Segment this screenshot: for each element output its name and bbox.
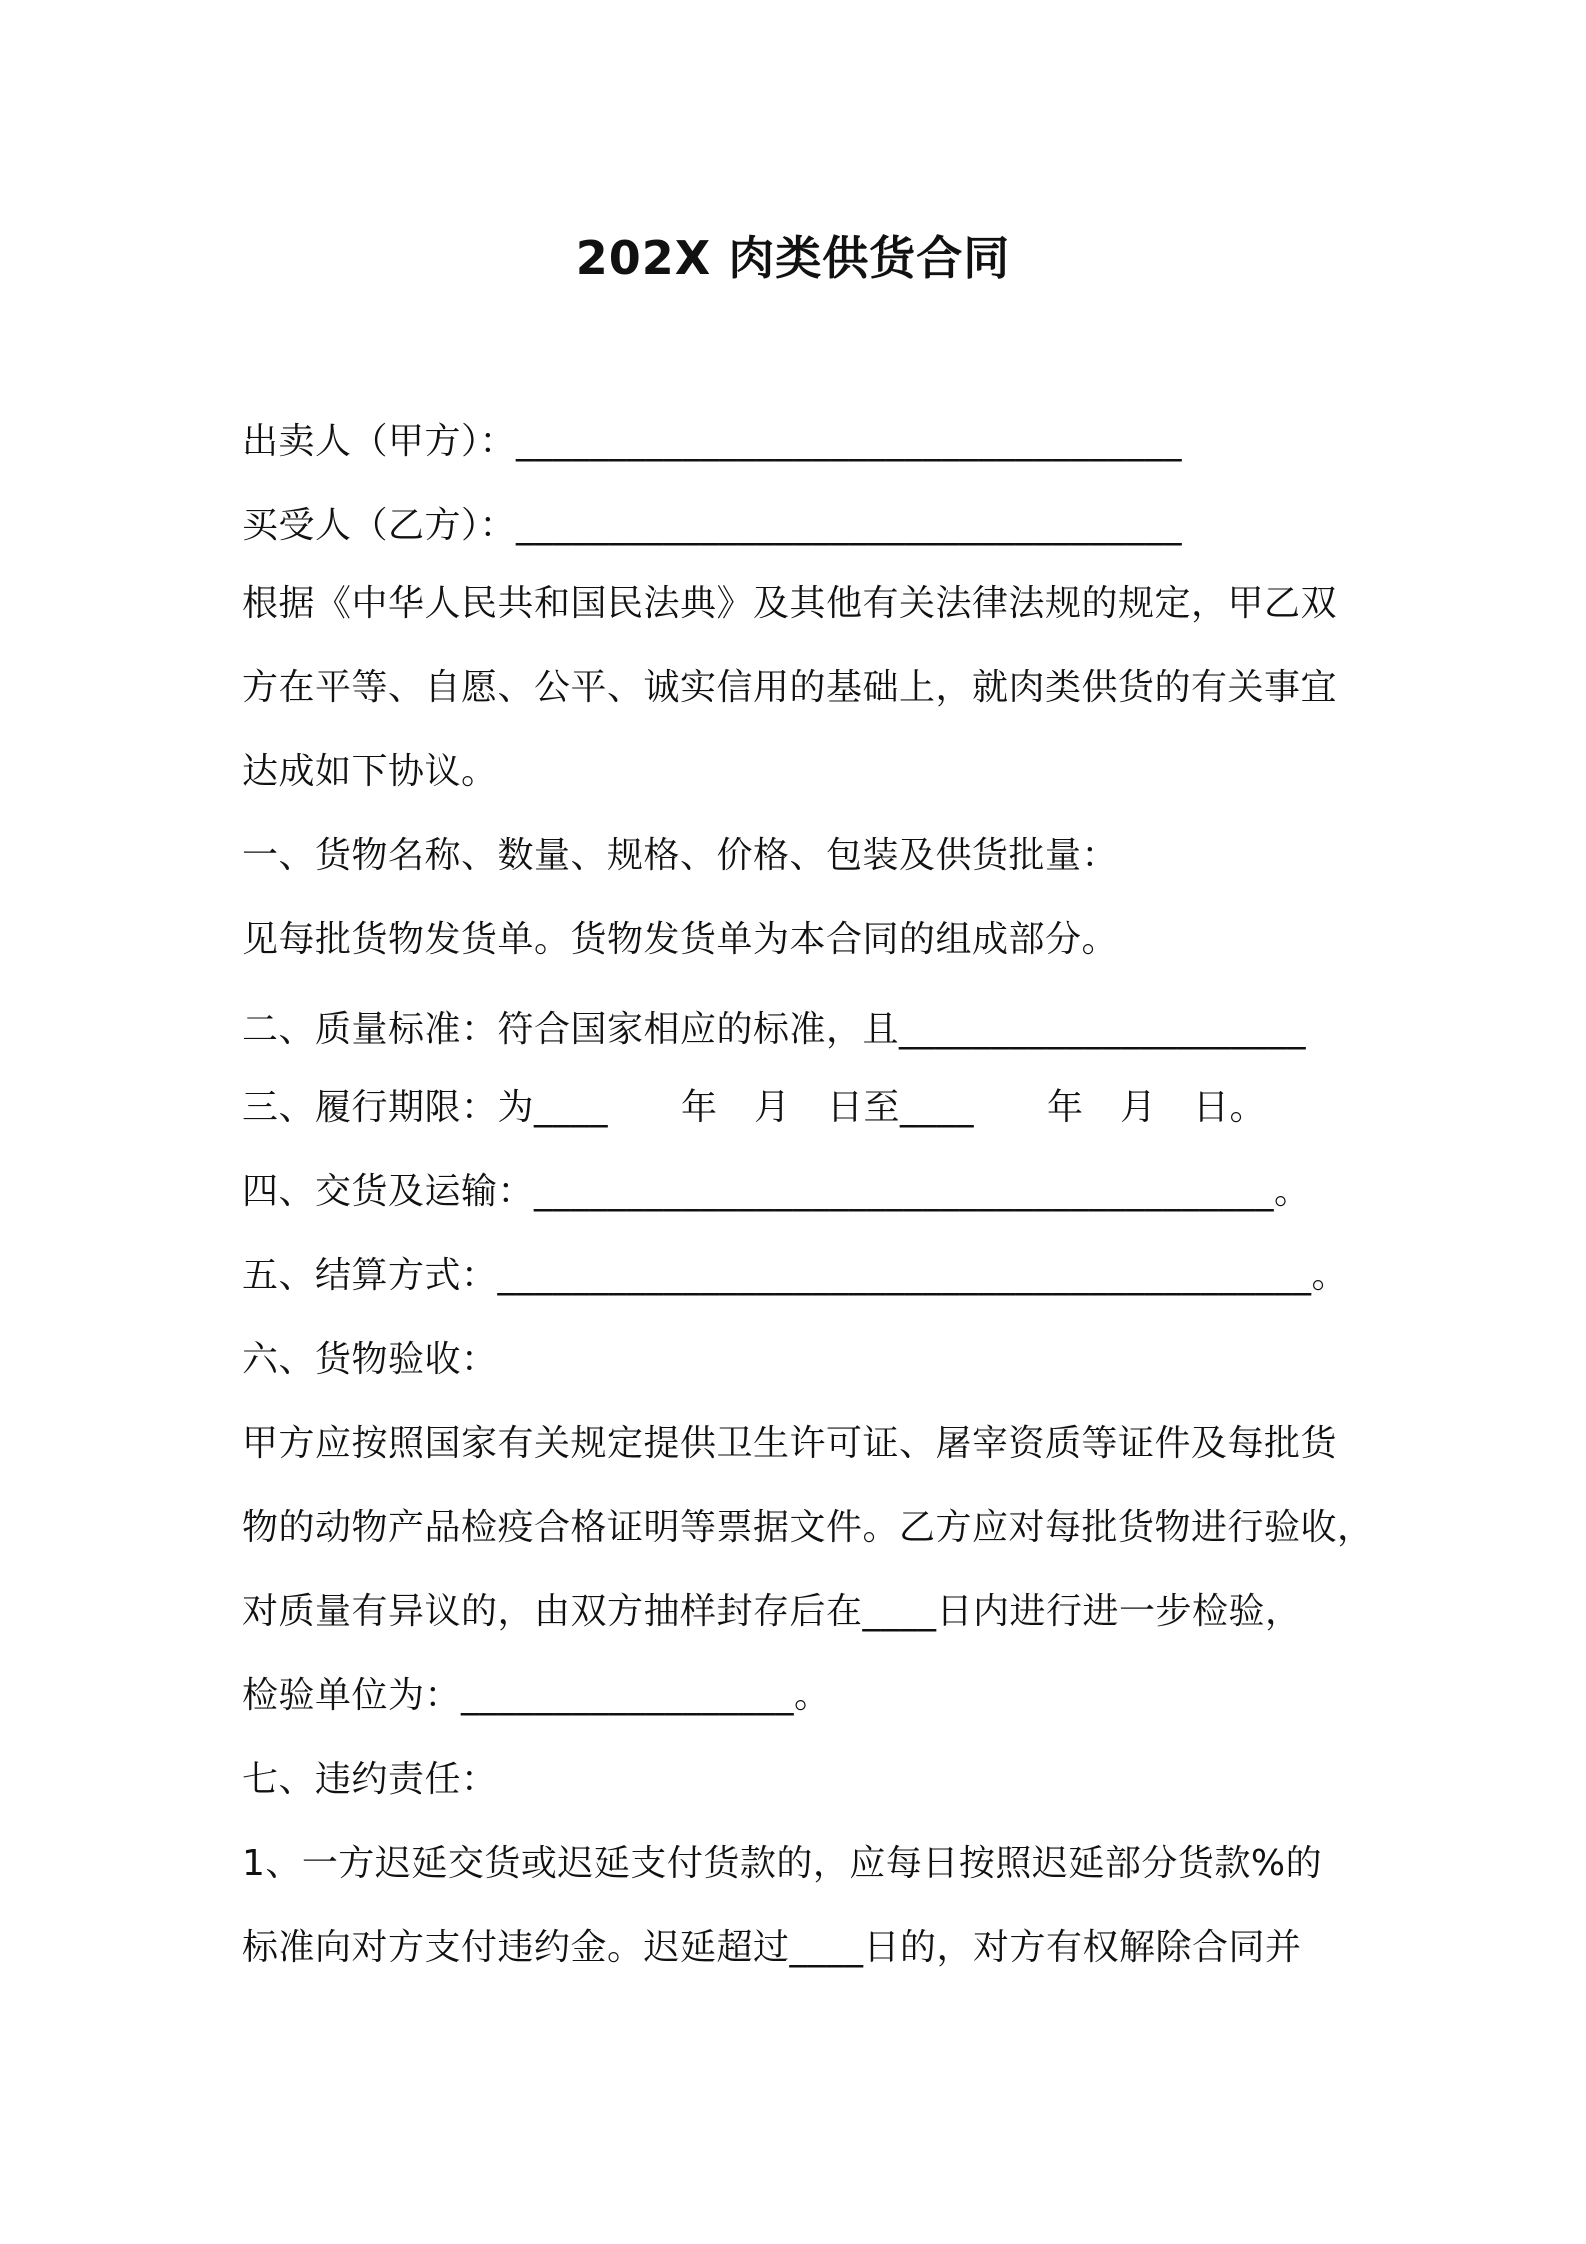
clause-1-heading: 一、货物名称、数量、规格、价格、包装及供货批量： (242, 835, 1119, 876)
clause-6-body-line-2: 物的动物产品检疫合格证明等票据文件。乙方应对每批货物进行验收， (242, 1507, 1374, 1548)
clause-6-body-line-4: 检验单位为：__________________。 (242, 1675, 831, 1716)
clause-3-term: 三、履行期限：为____ 年 月 日至____ 年 月 日。 (242, 1087, 1267, 1128)
preamble-line-1: 根据《中华人民共和国民法典》及其他有关法律法规的规定，甲乙双 (242, 583, 1338, 624)
document-title: 202X 肉类供货合同 (575, 231, 1011, 285)
clause-7-heading: 七、违约责任： (242, 1759, 498, 1800)
clause-7-item-1-line-2: 标准向对方支付违约金。迟延超过____日的，对方有权解除合同并 (242, 1927, 1302, 1968)
clause-5-settlement: 五、结算方式：____________________________________________。 (242, 1255, 1349, 1296)
clause-6-body-line-1: 甲方应按照国家有关规定提供卫生许可证、屠宰资质等证件及每批货 (242, 1423, 1338, 1464)
clause-6-heading: 六、货物验收： (242, 1339, 498, 1380)
clause-1-body: 见每批货物发货单。货物发货单为本合同的组成部分。 (242, 919, 1119, 960)
clause-7-item-1-line-1: 1、一方迟延交货或迟延支付货款的，应每日按照迟延部分货款%的 (242, 1843, 1323, 1884)
clause-6-body-line-3: 对质量有异议的，由双方抽样封存后在____日内进行进一步检验， (242, 1591, 1302, 1632)
clause-2-quality: 二、质量标准：符合国家相应的标准，且______________________ (242, 1009, 1307, 1050)
clause-4-delivery: 四、交货及运输：________________________________________。 (242, 1171, 1311, 1212)
preamble-line-3: 达成如下协议。 (242, 751, 498, 792)
buyer-party-line: 买受人（乙方）：____________________________________ (242, 505, 1183, 546)
preamble-line-2: 方在平等、自愿、公平、诚实信用的基础上，就肉类供货的有关事宜 (242, 667, 1338, 708)
seller-party-line: 出卖人（甲方）：____________________________________ (242, 421, 1183, 462)
